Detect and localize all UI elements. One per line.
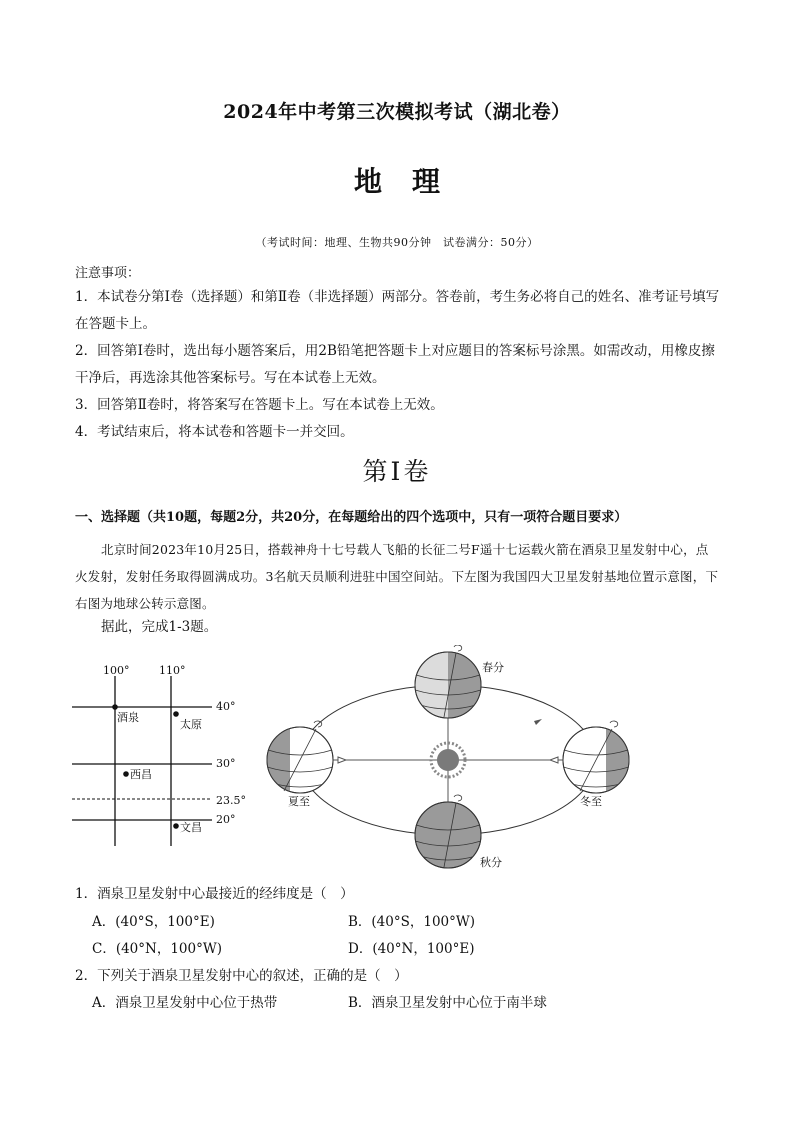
exam-title: 2024年中考第三次模拟考试（湖北卷） bbox=[223, 101, 571, 123]
question-1-option-c: C．(40°N，100°W) bbox=[92, 941, 222, 957]
question-1-option-d: D．(40°N，100°E) bbox=[348, 941, 475, 957]
question-2-stem: 2．下列关于酒泉卫星发射中心的叙述，正确的是（ ） bbox=[75, 968, 408, 984]
notice-item-2: 2．回答第Ⅰ卷时，选出每小题答案后，用2B铅笔把答题卡上对应题目的答案标号涂黑。如需改动，用橡皮擦干净后，再选涂其他答案标号。写在本试卷上无效。 bbox=[75, 343, 715, 386]
jiuquan-dot bbox=[112, 704, 118, 710]
taiyuan-label: 太原 bbox=[180, 718, 202, 731]
arrow-left bbox=[338, 757, 346, 763]
earth-spring-equinox bbox=[415, 645, 481, 718]
notice-item-4: 4．考试结束后，将本试卷和答题卡一并交回。 bbox=[75, 424, 354, 440]
earth-summer-solstice bbox=[267, 721, 333, 793]
latitude-40-label: 40° bbox=[216, 700, 236, 713]
question-lead: 据此，完成1-3题。 bbox=[101, 619, 218, 635]
notice-heading: 注意事项： bbox=[75, 266, 141, 281]
volume-title: 第Ⅰ卷 bbox=[362, 457, 432, 486]
notice-item-3: 3．回答第Ⅱ卷时，将答案写在答题卡上。写在本试卷上无效。 bbox=[75, 397, 444, 413]
wenchang-label: 文昌 bbox=[180, 821, 202, 834]
summer-solstice-label: 夏至 bbox=[288, 795, 310, 808]
orbit-direction-arrow bbox=[534, 719, 542, 725]
winter-solstice-label: 冬至 bbox=[580, 795, 602, 808]
xichang-label: 西昌 bbox=[130, 768, 152, 781]
earth-winter-solstice bbox=[563, 721, 629, 793]
jiuquan-label: 酒泉 bbox=[117, 711, 139, 724]
wenchang-dot bbox=[173, 823, 179, 829]
xichang-dot bbox=[123, 771, 129, 777]
taiyuan-dot bbox=[173, 711, 179, 717]
launch-site-map bbox=[70, 658, 260, 858]
notice-item-1: 1．本试卷分第Ⅰ卷（选择题）和第Ⅱ卷（非选择题）两部分。答卷前，考生务必将自己的姓名、准考证号填写在答题卡上。 bbox=[75, 289, 720, 332]
question-intro: 北京时间2023年10月25日，搭载神舟十七号载人飞船的长征二号F遥十七运载火箭在酒泉卫星发射中心，点火发射，发射任务取得圆满成功。3名航天员顺利进驻中国空间站。下左图为我国四大卫星发射基地位置示意图，下右图为地球公转示意图。 bbox=[75, 542, 719, 611]
question-1-option-a: A．(40°S，100°E) bbox=[92, 914, 215, 930]
question-2-option-a: A．酒泉卫星发射中心位于热带 bbox=[92, 995, 278, 1011]
latitude-30-label: 30° bbox=[216, 757, 236, 770]
longitude-100-label: 100° bbox=[103, 664, 130, 677]
question-1-stem: 1．酒泉卫星发射中心最接近的经纬度是（ ） bbox=[75, 886, 354, 902]
section-title: 一、选择题（共10题，每题2分，共20分，在每题给出的四个选项中，只有一项符合题目要求） bbox=[75, 510, 628, 525]
subject-title: 地理 bbox=[353, 165, 470, 198]
autumn-equinox-label: 秋分 bbox=[480, 856, 502, 869]
longitude-110-label: 110° bbox=[159, 664, 186, 677]
spring-equinox-label: 春分 bbox=[482, 661, 504, 674]
question-1-option-b: B．(40°S，100°W) bbox=[348, 914, 476, 930]
latitude-20-label: 20° bbox=[216, 813, 236, 826]
earth-autumn-equinox bbox=[415, 795, 481, 868]
exam-info: （考试时间：地理、生物共90分钟 试卷满分：50分） bbox=[255, 236, 539, 249]
earth-revolution-diagram bbox=[258, 645, 638, 885]
question-2-option-b: B．酒泉卫星发射中心位于南半球 bbox=[348, 995, 547, 1011]
latitude-23-5-label: 23.5° bbox=[216, 794, 246, 807]
arrow-right bbox=[550, 757, 558, 763]
